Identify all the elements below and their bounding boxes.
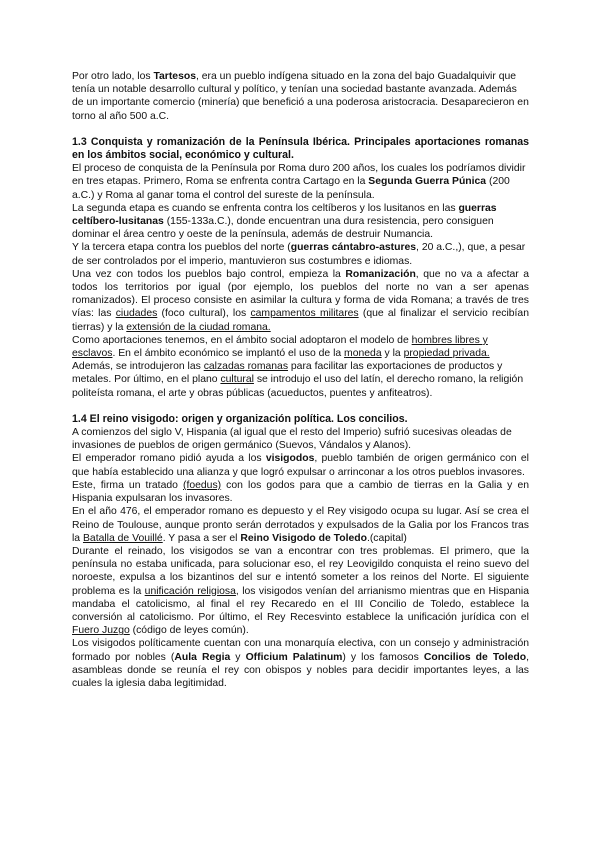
- underlined-term: (foedus): [182, 479, 222, 491]
- text: , asambleas donde se reunía el rey con obispos y nobles para decidir importantes leyes, a las cuales la iglesia daba legitimidad.: [72, 651, 530, 689]
- text: El emperador romano pidió ayuda a los: [72, 453, 266, 465]
- paragraph-problems: [72, 545, 529, 637]
- text: (foco cultural), los: [157, 308, 251, 320]
- text: . En el ámbito económico se implantó el uso de la: [112, 348, 345, 360]
- underlined-term: cultural: [220, 374, 254, 386]
- text: (200 a.C.) y Roma al ganar toma el control del sureste de la península.: [72, 176, 510, 201]
- bold-term: Aula Regia: [174, 651, 231, 663]
- section-heading-1-4: 1.4 El reino visigodo: origen y organización política. Los concilios.: [72, 412, 408, 425]
- bold-term: guerras celtíbero-lusitanas: [72, 202, 497, 228]
- paragraph-invasions: A comienzos del siglo V, Hispania (al igual que el resto del Imperio) sufrió sucesivas oleadas de invasiones de pueblos de origen germánico (Suevos, Vándalos y Alanos).: [72, 427, 512, 452]
- paragraph-third-stage: [72, 241, 529, 267]
- spacer: [72, 123, 529, 136]
- paragraph-romanization: [72, 268, 529, 334]
- bold-term: guerras cántabro-astures: [290, 242, 417, 254]
- paragraph-contributions: [72, 334, 529, 400]
- bold-term: Concilios de Toledo: [423, 651, 527, 663]
- text: y: [230, 651, 246, 663]
- text: Y la tercera etapa contra los pueblos del norte (: [72, 242, 291, 254]
- text: Como aportaciones tenemos, en el ámbito social adoptaron el modelo de: [72, 334, 412, 346]
- text: (que al finalizar el servicio recibían tierras) y la: [72, 308, 529, 333]
- bold-term: Romanización: [345, 268, 416, 280]
- text: , 20 a.C.,), que, a pesar de ser controlados por el imperio, mantuvieron sus costumbres e idiomas.: [72, 242, 526, 267]
- text: (código de leyes común).: [129, 625, 249, 637]
- paragraph-second-stage: [72, 202, 529, 242]
- paragraph-foedus: [72, 479, 529, 505]
- text: , era un pueblo indígena situado en la zona del bajo Guadalquivir que tenía un notable desarrollo cultural y político, y tenían una sociedad bastante avanzada. Además de un importante comercio (minería) que benefició a una poderosa aristocracia. Desaparecieron en torno al año 500 a.C.: [72, 71, 529, 122]
- text: , que no va a afectar a todos los territorios por igual (por ejemplo, los pueblos del norte no van a ser apenas romanizados). El proceso consiste en asimilar la cultura y forma de vida Romana; a través de tres vías: las: [72, 268, 529, 320]
- underlined-term: campamentos militares: [250, 308, 359, 320]
- text: , pueblo también de origen germánico con el que había establecido una alianza y que logró expulsar o arrinconar a los otros pueblos invasores.: [72, 453, 529, 478]
- underlined-term: propiedad privada.: [403, 348, 490, 360]
- bold-term: Segunda Guerra Púnica: [368, 176, 487, 188]
- text: y la: [381, 348, 404, 360]
- text: En el año 476, el emperador romano es depuesto y el Rey visigodo ocupa su lugar. Así se crea el Reino de Toulouse, aunque pronto serán derrotados y expulsados de la Galia por los Francos tras la: [72, 506, 529, 544]
- paragraph-political-organization: [72, 637, 529, 690]
- paragraph-visigoths-help: [72, 452, 529, 478]
- text: Los visigodos políticamente cuentan con una monarquía electiva, con un consejo y administración formado por nobles (: [72, 638, 529, 663]
- text: con los godos para que a cambio de tierras en la Galia y en Hispania expulsaran los invasores.: [72, 479, 529, 505]
- underlined-term: Batalla de Vouillé: [82, 532, 163, 544]
- text: .(capital): [366, 532, 407, 544]
- underlined-term: extensión de la ciudad romana.: [126, 321, 271, 333]
- text: Por otro lado, los: [72, 71, 154, 82]
- text: . Y pasa a ser el: [162, 532, 241, 544]
- text: (155-133a.C.), donde encuentran una dura resistencia, pero consiguen dominar el área centro y oeste de la península, además de destruir Numancia.: [72, 216, 494, 241]
- text: Una vez con todos los pueblos bajo control, empieza la: [72, 268, 346, 280]
- underlined-term: ciudades: [115, 308, 158, 320]
- text: ) y los famosos: [342, 651, 424, 663]
- text: Además, se introdujeron las: [72, 361, 204, 373]
- bold-term: Reino Visigodo de Toledo: [240, 532, 367, 544]
- spacer: [72, 400, 529, 413]
- paragraph-tartesos: [72, 70, 529, 123]
- paragraph-kingdom-toledo: [72, 505, 529, 545]
- text: Durante el reinado, los visigodos se van a encontrar con tres problemas. El primero, que la península no estaba unificada, para solucionar eso, el rey Leovigildo conquista el reino suevo del noroeste, expulsa a los bizantinos del sur e intentó someter a los reinos del Norte. El siguiente problema es la: [72, 545, 529, 597]
- underlined-term: moneda: [344, 348, 382, 360]
- bold-term: visigodos: [265, 453, 315, 465]
- paragraph-conquest-stages: [72, 162, 529, 202]
- text: para facilitar las exportaciones de productos y metales. Por último, en el plano: [72, 361, 503, 386]
- underlined-term: calzadas romanas: [203, 361, 289, 373]
- text: se introdujo el uso del latín, el derecho romano, la religión politeísta romana, el arte y obras públicas (acueductos, puentes y anfiteatros).: [72, 374, 524, 399]
- underlined-term: hombres libres y esclavos: [72, 334, 488, 360]
- underlined-term: Fuero Juzgo: [72, 625, 130, 637]
- text: , los visigodos venían del arrianismo mientras que en Hispania mandaba el catolicismo, al final el rey Recaredo en el III Concilio de Toledo, establece la conversión al catolicismo. Por último, el Rey Recesvinto establece la unificación jurídica con el: [72, 585, 529, 623]
- section-heading-1-3: 1.3 Conquista y romanización de la Península Ibérica. Principales aportaciones romanas en los ámbitos social, económico y cultural.: [72, 135, 529, 162]
- text: La segunda etapa es cuando se enfrenta contra los celtíberos y los lusitanos en las: [72, 202, 459, 214]
- bold-term: Tartesos: [153, 71, 196, 82]
- text: Este, firma un tratado: [72, 479, 183, 491]
- bold-term: Officium Palatinum: [245, 651, 343, 663]
- text: El proceso de conquista de la Península por Roma duro 200 años, los cuales los podríamos dividir en tres etapas. Primero, Roma se enfrenta contra Cartago en la: [72, 163, 526, 188]
- underlined-term: unificación religiosa: [144, 585, 236, 597]
